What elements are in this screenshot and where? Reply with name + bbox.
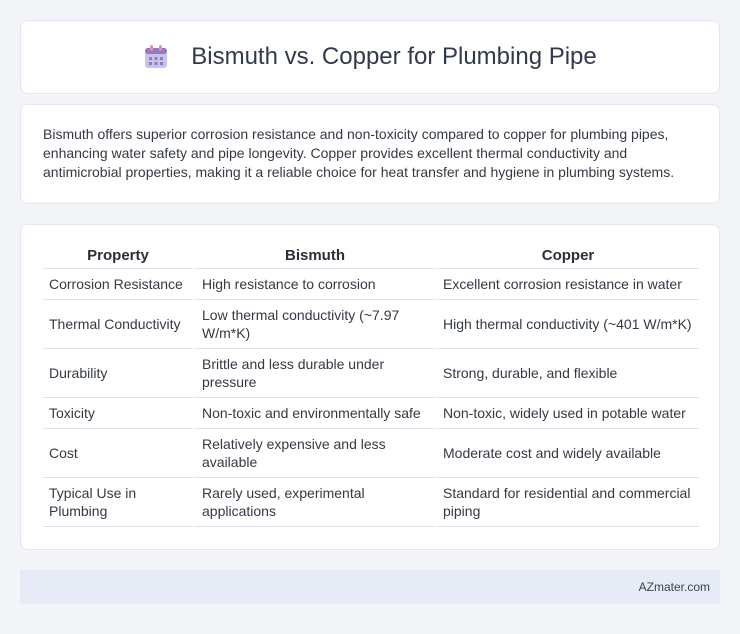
cell-property: Corrosion Resistance <box>43 269 193 300</box>
cell-copper: Strong, durable, and flexible <box>434 349 699 398</box>
page-title: Bismuth vs. Copper for Plumbing Pipe <box>191 43 597 70</box>
cell-property: Cost <box>43 429 193 478</box>
cell-property: Durability <box>43 349 193 398</box>
summary-card <box>20 104 720 204</box>
header-copper: Copper <box>434 243 699 269</box>
cell-bismuth: Low thermal conductivity (~7.97 W/m*K) <box>193 300 434 349</box>
table-row <box>43 300 699 349</box>
table-header-row <box>43 243 699 269</box>
title-wrap <box>143 43 597 71</box>
table-row <box>43 478 699 527</box>
table-row <box>43 429 699 478</box>
cell-bismuth: Brittle and less durable under pressure <box>193 349 434 398</box>
footer-brand-link[interactable]: AZmater.com <box>638 580 710 594</box>
cell-bismuth: Rarely used, experimental applications <box>193 478 434 527</box>
cell-bismuth: Non-toxic and environmentally safe <box>193 398 434 429</box>
cell-copper: Standard for residential and commercial piping <box>434 478 699 527</box>
cell-property: Toxicity <box>43 398 193 429</box>
summary-text: Bismuth offers superior corrosion resistance and non-toxicity compared to copper for plumbing pipes, enhancing water safety and pipe longevity. Copper provides excellent thermal conductivity and antimicrobial properties, making it a reliable choice for heat transfer and hygiene in plumbing systems. <box>43 126 675 180</box>
header-property: Property <box>43 243 193 269</box>
table-row <box>43 349 699 398</box>
cell-copper: Moderate cost and widely available <box>434 429 699 478</box>
table-row <box>43 269 699 300</box>
comparison-table-card <box>20 224 720 550</box>
footer-bar <box>20 570 720 604</box>
comparison-table <box>43 243 699 527</box>
cell-copper: Non-toxic, widely used in potable water <box>434 398 699 429</box>
table-row <box>43 398 699 429</box>
cell-copper: Excellent corrosion resistance in water <box>434 269 699 300</box>
cell-property: Typical Use in Plumbing <box>43 478 193 527</box>
cell-property: Thermal Conductivity <box>43 300 193 349</box>
title-card <box>20 20 720 94</box>
cell-bismuth: High resistance to corrosion <box>193 269 434 300</box>
cell-copper: High thermal conductivity (~401 W/m*K) <box>434 300 699 349</box>
header-bismuth: Bismuth <box>193 243 434 269</box>
cell-bismuth: Relatively expensive and less available <box>193 429 434 478</box>
calendar-icon <box>143 44 169 70</box>
